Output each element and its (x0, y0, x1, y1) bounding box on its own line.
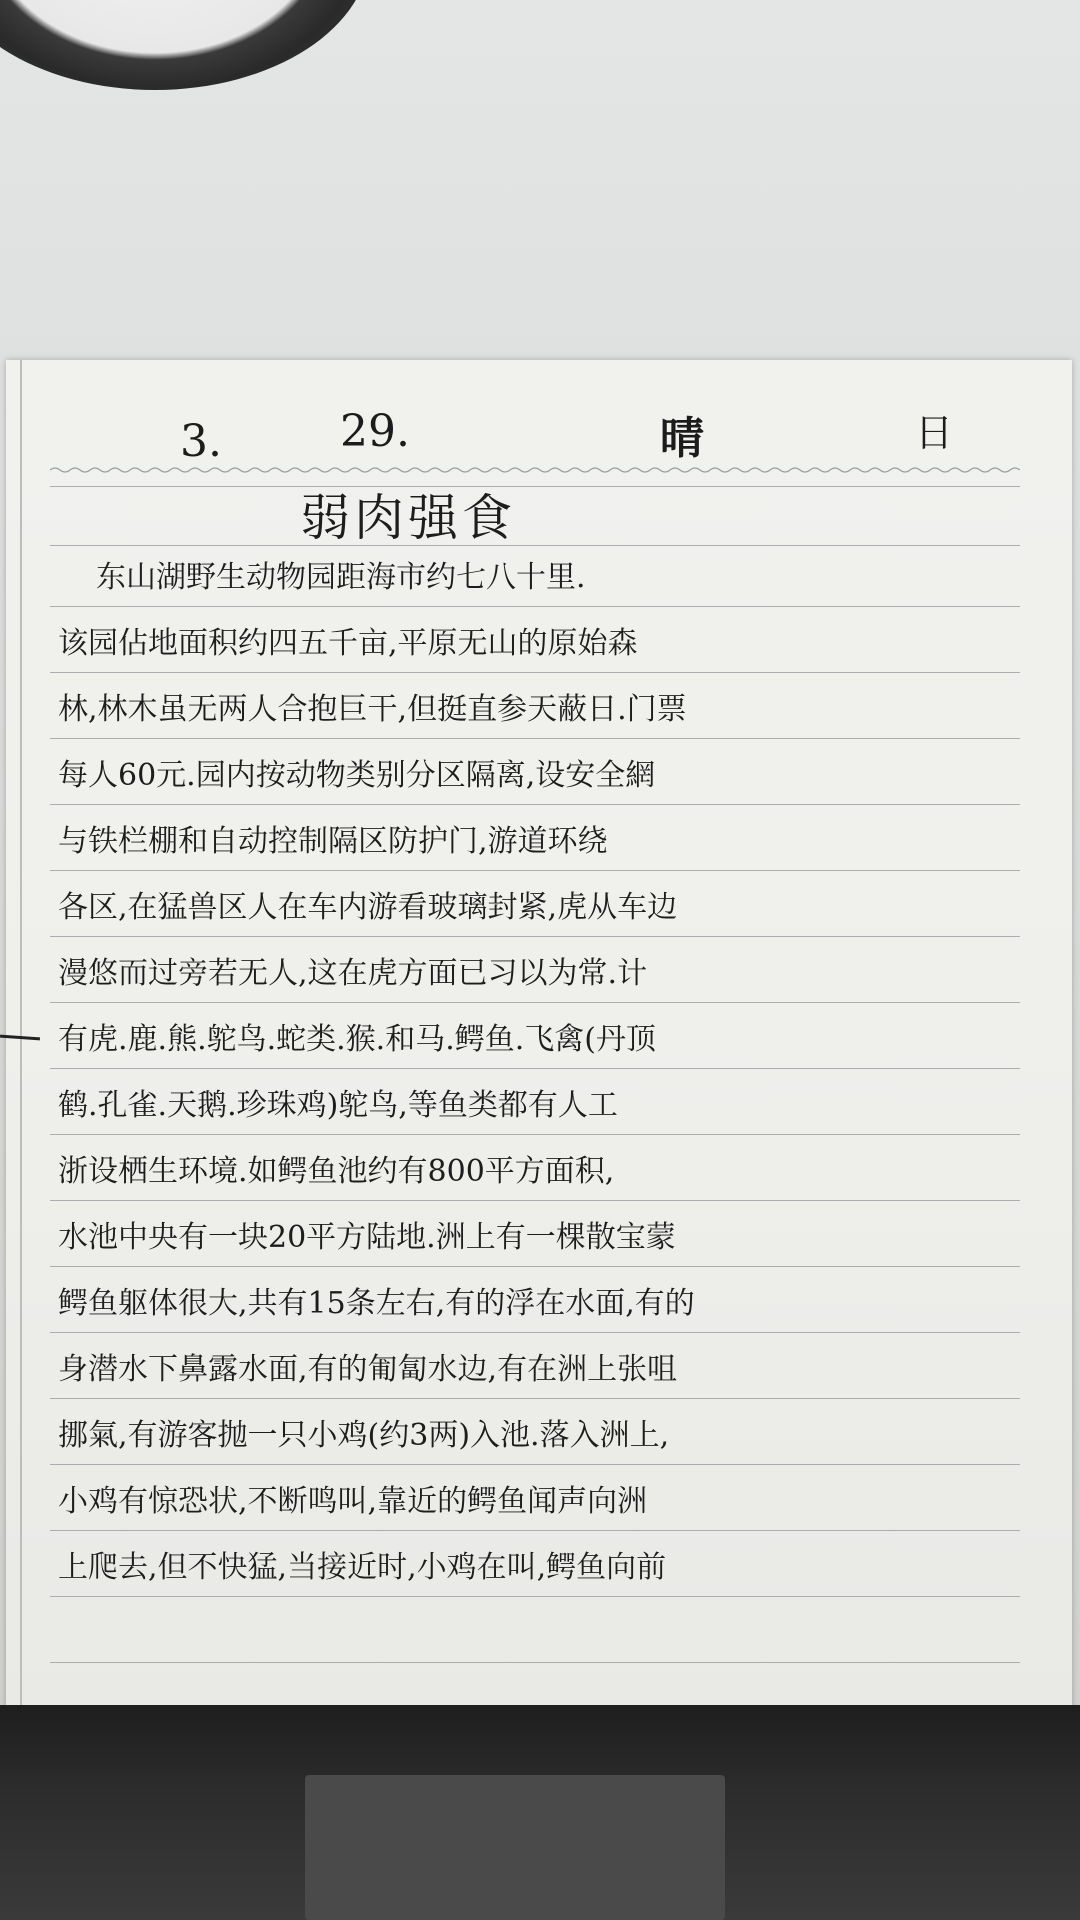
diary-line: 鳄鱼躯体很大,共有15条左右,有的浮在水面,有的 (58, 1286, 695, 1321)
ruled-line (50, 1464, 1020, 1465)
ruled-line (50, 738, 1020, 739)
header-day: 29. (340, 406, 410, 457)
diary-line: 每人60元.园内按动物类别分区隔离,设安全網 (58, 758, 656, 793)
diary-line: 各区,在猛兽区人在车内游看玻璃封紧,虎从车边 (58, 890, 678, 925)
diary-line: 东山湖野生动物园距海市约七八十里. (96, 560, 586, 595)
ruled-line (50, 936, 1020, 937)
diary-line: 该园佔地面积约四五千亩,平原无山的原始森 (58, 626, 638, 661)
header-wavy-rule (50, 466, 1020, 474)
ruled-line (50, 1662, 1020, 1663)
diary-line: 水池中央有一块20平方陆地.洲上有一棵散宝蒙 (58, 1220, 676, 1255)
ruled-line (50, 1134, 1020, 1135)
ruled-line (50, 545, 1020, 546)
diary-line: 上爬去,但不快猛,当接近时,小鸡在叫,鳄鱼向前 (58, 1550, 667, 1585)
diary-line: 小鸡有惊恐状,不断鸣叫,靠近的鳄鱼闻声向洲 (58, 1484, 648, 1519)
diary-line: 浙设栖生环境.如鳄鱼池约有800平方面积, (58, 1154, 615, 1189)
ruled-line (50, 870, 1020, 871)
ruled-line (50, 486, 1020, 487)
diary-line: 有虎.鹿.熊.鸵鸟.蛇类.猴.和马.鳄鱼.飞禽(丹顶 (58, 1022, 656, 1057)
round-object (0, 0, 370, 90)
desk-object (305, 1775, 725, 1920)
ruled-line (50, 1332, 1020, 1333)
ruled-line (50, 1200, 1020, 1201)
ruled-line (50, 1398, 1020, 1399)
ruled-line (50, 1530, 1020, 1531)
header-month: 3. (180, 416, 222, 467)
ruled-line (50, 1596, 1020, 1597)
ruled-line (50, 1002, 1020, 1003)
page-edge (20, 360, 22, 1710)
diary-line: 身潜水下鼻露水面,有的匍匐水边,有在洲上张咀 (58, 1352, 678, 1387)
diary-line: 漫悠而过旁若无人,这在虎方面已习以为常.计 (58, 956, 648, 991)
ruled-line (50, 804, 1020, 805)
header-day-mark: 日 (915, 411, 954, 455)
diary-line: 挪氣,有游客抛一只小鸡(约3两)入池.落入洲上, (58, 1418, 670, 1453)
ruled-line (50, 606, 1020, 607)
ruled-line (50, 672, 1020, 673)
diary-line: 与铁栏棚和自动控制隔区防护门,游道环绕 (58, 824, 608, 859)
diary-line: 林,林木虽无两人合抱巨干,但挺直参天蔽日.门票 (58, 692, 687, 727)
diary-header (50, 380, 1020, 467)
header-weather: 晴 (660, 413, 704, 464)
ruled-line (50, 1266, 1020, 1267)
ruled-line (50, 1068, 1020, 1069)
diary-line: 鹤.孔雀.天鹅.珍珠鸡)鸵鸟,等鱼类都有人工 (58, 1088, 618, 1123)
diary-title: 弱肉强食 (300, 489, 516, 547)
